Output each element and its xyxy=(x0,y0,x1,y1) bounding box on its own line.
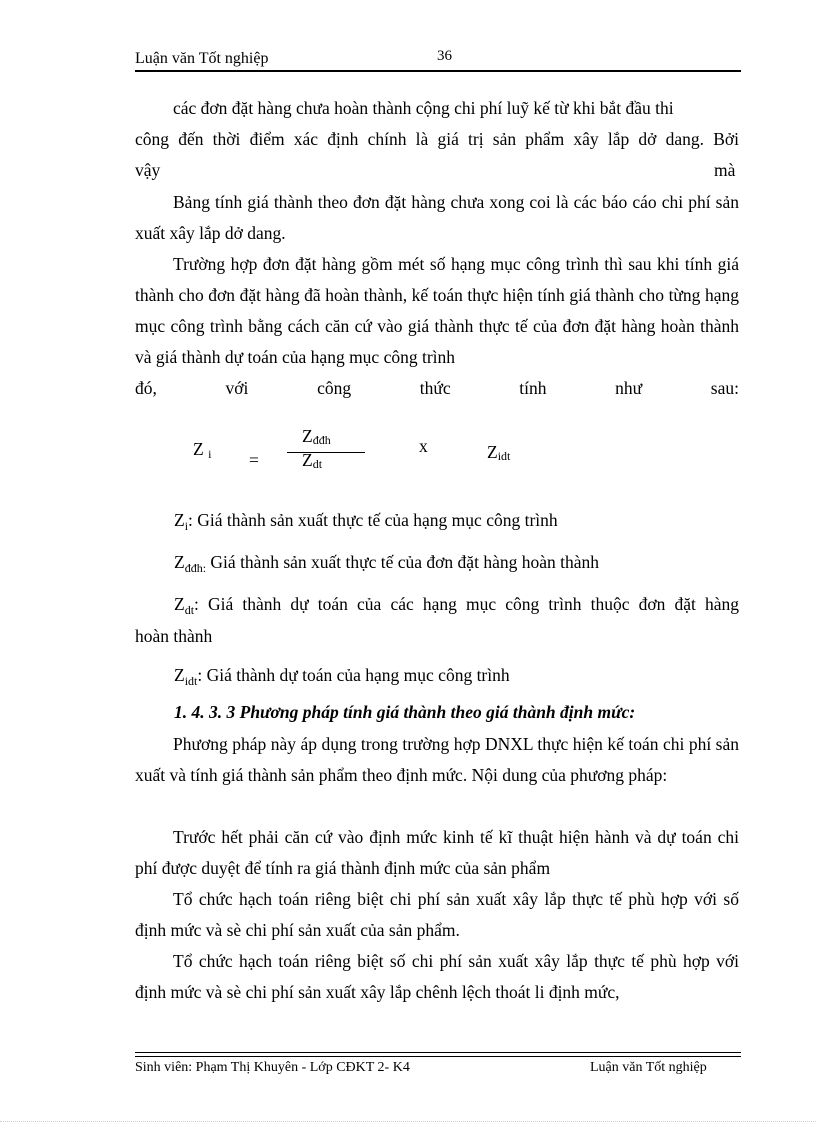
fraction-bar xyxy=(287,452,365,453)
definition-text: Giá thành sản xuất thực tế của đơn đặt hàng hoàn thành xyxy=(206,552,599,572)
formula-numerator-subscript: đđh xyxy=(312,433,331,447)
formula-rhs xyxy=(487,442,510,464)
paragraph-1-line-2: công đến thời điểm xác định chính là giá trị sản phẩm xây lắp dở dang. Bởi xyxy=(135,129,739,149)
formula-lhs xyxy=(193,439,211,461)
definition-symbol: Z xyxy=(174,510,185,530)
formula-times: x xyxy=(419,436,428,456)
definition-zidt xyxy=(174,664,510,688)
page-edge xyxy=(0,1121,816,1122)
paragraph-1-line-3-start: vậy xyxy=(135,160,161,180)
header-title: Luận văn Tốt nghiệp xyxy=(135,50,269,67)
paragraph-5: Trước hết phải căn cứ vào định mức kinh tế kĩ thuật hiện hành và dự toán chi phí được duyệt để tính ra giá thành định mức của sản phẩm xyxy=(135,827,739,878)
formula-denominator xyxy=(302,450,322,472)
definition-zdt xyxy=(174,593,739,617)
formula-denominator-subscript: dt xyxy=(312,457,323,471)
definition-zdt-continuation: hoàn thành xyxy=(135,626,213,646)
paragraph-1-line-3-end: mà xyxy=(714,160,736,180)
definition-text: : Giá thành dự toán của hạng mục công trình xyxy=(197,665,510,685)
definition-subscript: đđh: xyxy=(184,561,207,575)
definition-text: : Giá thành dự toán của các hạng mục công trình thuộc đơn đặt hàng xyxy=(194,594,739,614)
definition-text: : Giá thành sản xuất thực tế của hạng mục công trình xyxy=(188,510,558,530)
paragraph-3-last-line: đó, với công thức tính như sau: xyxy=(135,378,739,398)
formula-denominator-symbol: Z xyxy=(302,450,313,470)
paragraph-6: Tổ chức hạch toán riêng biệt chi phí sản xuất xây lắp thực tế phù hợp với số định mức và sè chi phí sản xuất của sản phẩm. xyxy=(135,889,739,940)
definition-zi xyxy=(174,509,558,533)
footer-divider-bottom xyxy=(135,1056,741,1057)
definition-subscript: idt xyxy=(184,674,198,688)
footer-divider-top xyxy=(135,1052,741,1053)
formula-lhs-subscript: i xyxy=(208,447,212,461)
section-heading: 1. 4. 3. 3 Phương pháp tính giá thành theo giá thành định mức: xyxy=(174,702,636,722)
definition-symbol: Z xyxy=(174,594,185,614)
paragraph-7: Tổ chức hạch toán riêng biệt số chi phí sản xuất xây lắp thực tế phù hợp với định mức và sè chi phí sản xuất xây lắp chênh lệch thoát li định mức, xyxy=(135,951,739,1002)
footer-title: Luận văn Tốt nghiệp xyxy=(590,1060,707,1075)
definition-symbol: Z xyxy=(174,552,185,572)
definition-zddh xyxy=(174,551,599,575)
footer-student-info: Sinh viên: Phạm Thị Khuyên - Lớp CĐKT 2- K4 xyxy=(135,1060,410,1075)
header-divider xyxy=(135,70,741,72)
paragraph-3: Trường hợp đơn đặt hàng gồm mét số hạng mục công trình thì sau khi tính giá thành cho đơn đặt hàng đã hoàn thành, kế toán thực hiện tính giá thành cho từng hạng mục công trình bằng cách căn cứ vào giá thành thực tế của đơn đặt hàng hoàn thành và giá thành dự toán của hạng mục công trình xyxy=(135,254,739,367)
definition-subscript: dt xyxy=(184,603,195,617)
page-number: 36 xyxy=(437,48,452,64)
formula-equals: = xyxy=(249,450,259,470)
formula-numerator xyxy=(302,426,331,448)
formula-rhs-subscript: idt xyxy=(497,449,511,463)
formula-lhs-symbol: Z xyxy=(193,439,204,459)
paragraph-1-line-1: các đơn đặt hàng chưa hoàn thành cộng chi phí luỹ kế từ khi bắt đầu thi xyxy=(173,98,674,118)
definition-subscript: i xyxy=(184,519,189,533)
paragraph-2: Bảng tính giá thành theo đơn đặt hàng chưa xong coi là các báo cáo chi phí sản xuất xây lắp dở dang. xyxy=(135,192,739,243)
paragraph-4: Phương pháp này áp dụng trong trường hợp DNXL thực hiện kế toán chi phí sản xuất và tính giá thành sản phẩm theo định mức. Nội dung của phương pháp: xyxy=(135,734,739,785)
formula-rhs-symbol: Z xyxy=(487,442,498,462)
definition-symbol: Z xyxy=(174,665,185,685)
formula-numerator-symbol: Z xyxy=(302,426,313,446)
